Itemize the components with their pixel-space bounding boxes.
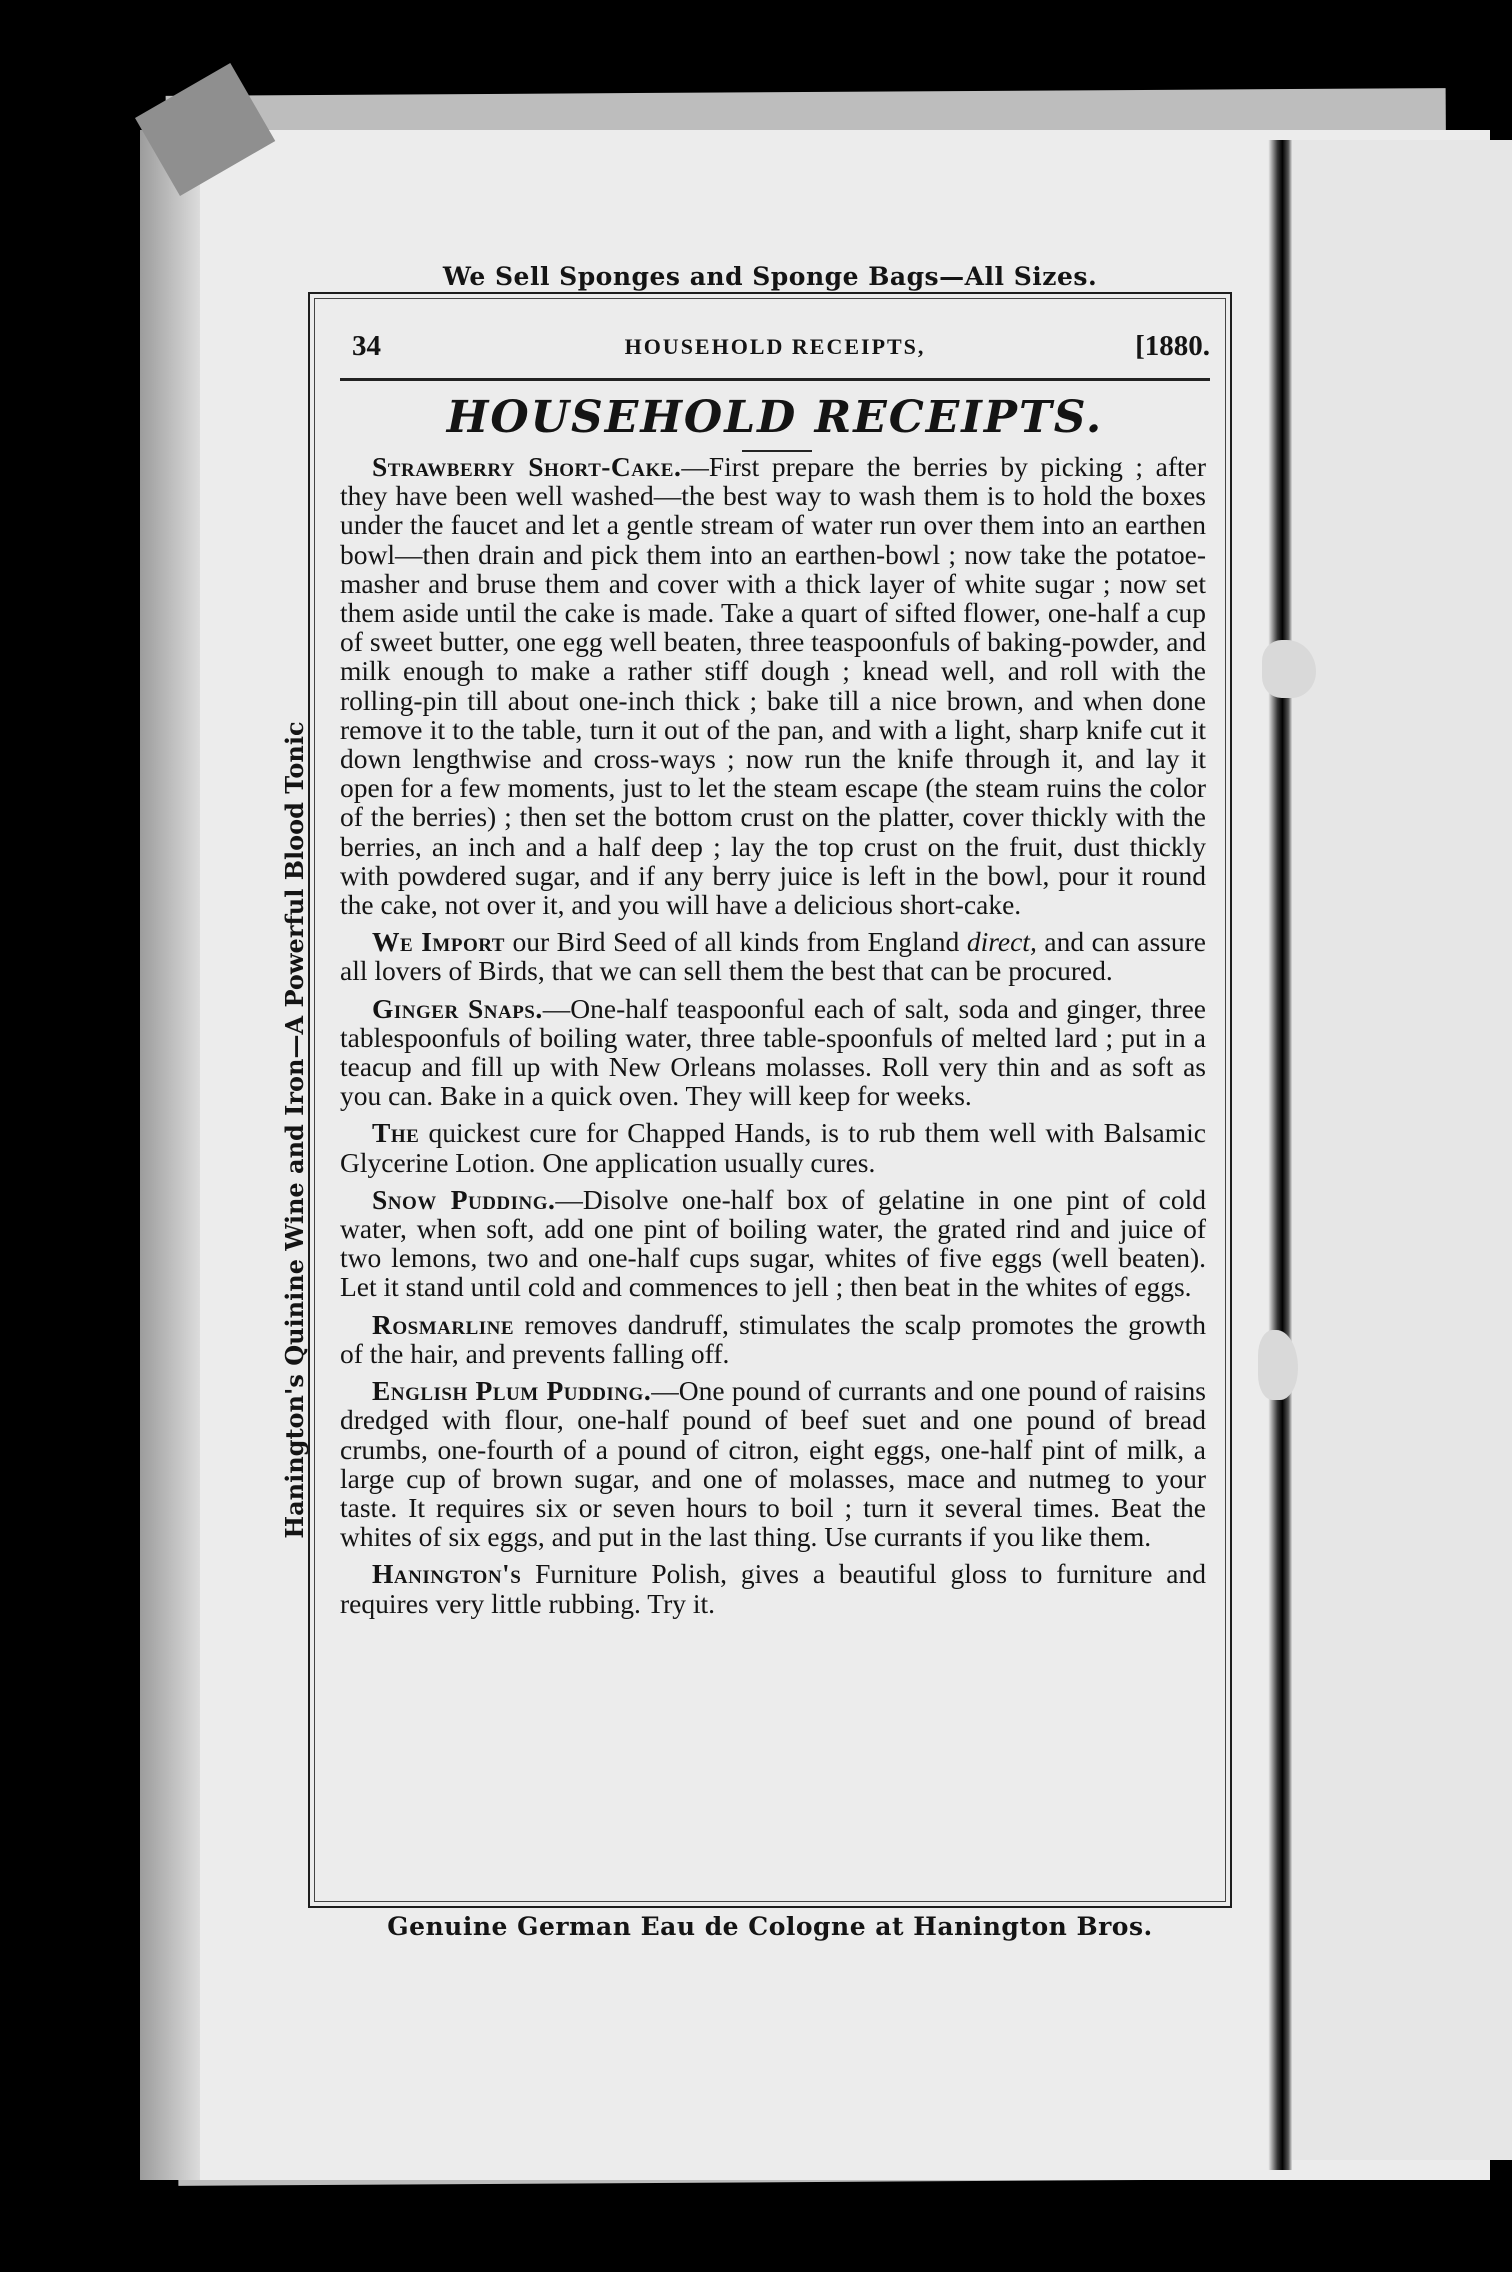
paragraph-text: removes dandruff, stimulates the scalp promotes the growth of the hair, and prevents falling off. [340,1308,1206,1369]
paragraph-chapped-hands [340,1118,1206,1176]
paragraph-lead: The [372,1117,420,1149]
facing-page [1292,140,1512,2160]
paragraph-text: Furniture Polish, gives a beautiful gloss to furniture and requires very little rubbing. Try it. [340,1558,1206,1619]
paragraph-strawberry-shortcake [340,452,1206,919]
paragraph-lead: English Plum Pudding. [372,1375,652,1407]
running-year: [1880. [1135,330,1210,362]
paragraph-lead: We Import [372,926,505,958]
paragraph-lead: Ginger Snaps. [372,992,543,1024]
header-advert: We Sell Sponges and Sponge Bags—All Sizes. [442,262,1098,291]
paragraph-rosmarline [340,1310,1206,1368]
page-number: 34 [352,330,381,362]
paragraph-text: our Bird Seed of all kinds from England [504,926,967,958]
paragraph-lead: Hanington's [372,1558,522,1590]
paragraph-text: —One pound of currants and one pound of raisins dredged with flour, one-half pound of beef suet and one pound of bread crumbs, one-fourth of a pound of citron, eight eggs, one-half pint of milk, a large cup of brown sugar, and one of molasses, mace and nutmeg to your taste. It requires six or seven hours to boil ; turn it several times. Beat the whites of six eggs, and put in the last thing. Use currants if you like them. [340,1375,1206,1553]
side-advert: Hanington's Quinine Wine and Iron—A Powerful Blood Tonic [280,721,309,1539]
page-edge [140,130,200,2180]
paragraph-lead: Rosmarline [372,1308,515,1340]
paragraph-text: —One-half teaspoonful each of salt, soda and ginger, three tablespoonfuls of boiling water, three table-spoonfuls of melted lard ; put in a teacup and fill up with New Orleans molasses. Roll very thin and as soft as you can. Bake in a quick oven. They will keep for weeks. [340,992,1206,1112]
footer-advert: Genuine German Eau de Cologne at Hanington Bros. [387,1912,1153,1941]
paragraph-ginger-snaps [340,994,1206,1111]
header-rule [340,378,1210,381]
article-body [340,452,1206,1892]
paragraph-italic: direct, [966,926,1037,958]
paragraph-furniture-polish [340,1559,1206,1617]
paragraph-lead: Snow Pudding. [372,1183,556,1215]
paragraph-bird-seed [340,927,1206,985]
paragraph-text: and can assure all lovers of Birds, that we can sell them the best that can be procured. [340,926,1206,987]
paragraph-plum-pudding [340,1376,1206,1551]
running-title: HOUSEHOLD RECEIPTS, [624,334,926,359]
paragraph-text: —First prepare the berries by picking ; after they have been well washed—the best way to wash them is to hold the boxes under the faucet and let a gentle stream of water run over them into an earthen bowl—then drain and pick them into an earthen-bowl ; now take the potatoe-masher and bruse them and cover with a thick layer of white sugar ; now set them aside until the cake is made. Take a quart of sifted flower, one-half a cup of sweet butter, one egg well beaten, three teaspoonfuls of baking-powder, and milk enough to make a rather stiff dough ; knead well, and roll with the rolling-pin till about one-inch thick ; bake till a nice brown, and when done remove it to the table, turn it out of the pan, and with a light, sharp knife cut it down lengthwise and cross-ways ; now run the knife through it, and lay it open for a few moments, just to let the steam escape (the steam ruins the color of the berries) ; then set the bottom crust on the platter, cover thickly with the berries, an inch and a half deep ; lay the top crust on the fruit, dust thickly with powdered sugar, and if any berry juice is left in the bowl, pour it round the cake, not over it, and you will have a delicious short-cake. [340,452,1206,921]
book-gutter [1268,140,1292,2170]
paragraph-lead: Strawberry Short-Cake. [372,452,682,482]
paragraph-text: quickest cure for Chapped Hands, is to rub them well with Balsamic Glycerine Lotion. One application usually cures. [340,1117,1206,1178]
paragraph-snow-pudding [340,1185,1206,1302]
paragraph-text: —Disolve one-half box of gelatine in one pint of cold water, when soft, add one pint of boiling water, the grated rind and juice of two lemons, two and one-half cups sugar, whites of five eggs (well beaten). Let it stand until cold and commences to jell ; then beat in the whites of eggs. [340,1183,1206,1303]
running-head [340,330,1210,370]
article-title: HOUSEHOLD RECEIPTS. [446,392,1104,443]
